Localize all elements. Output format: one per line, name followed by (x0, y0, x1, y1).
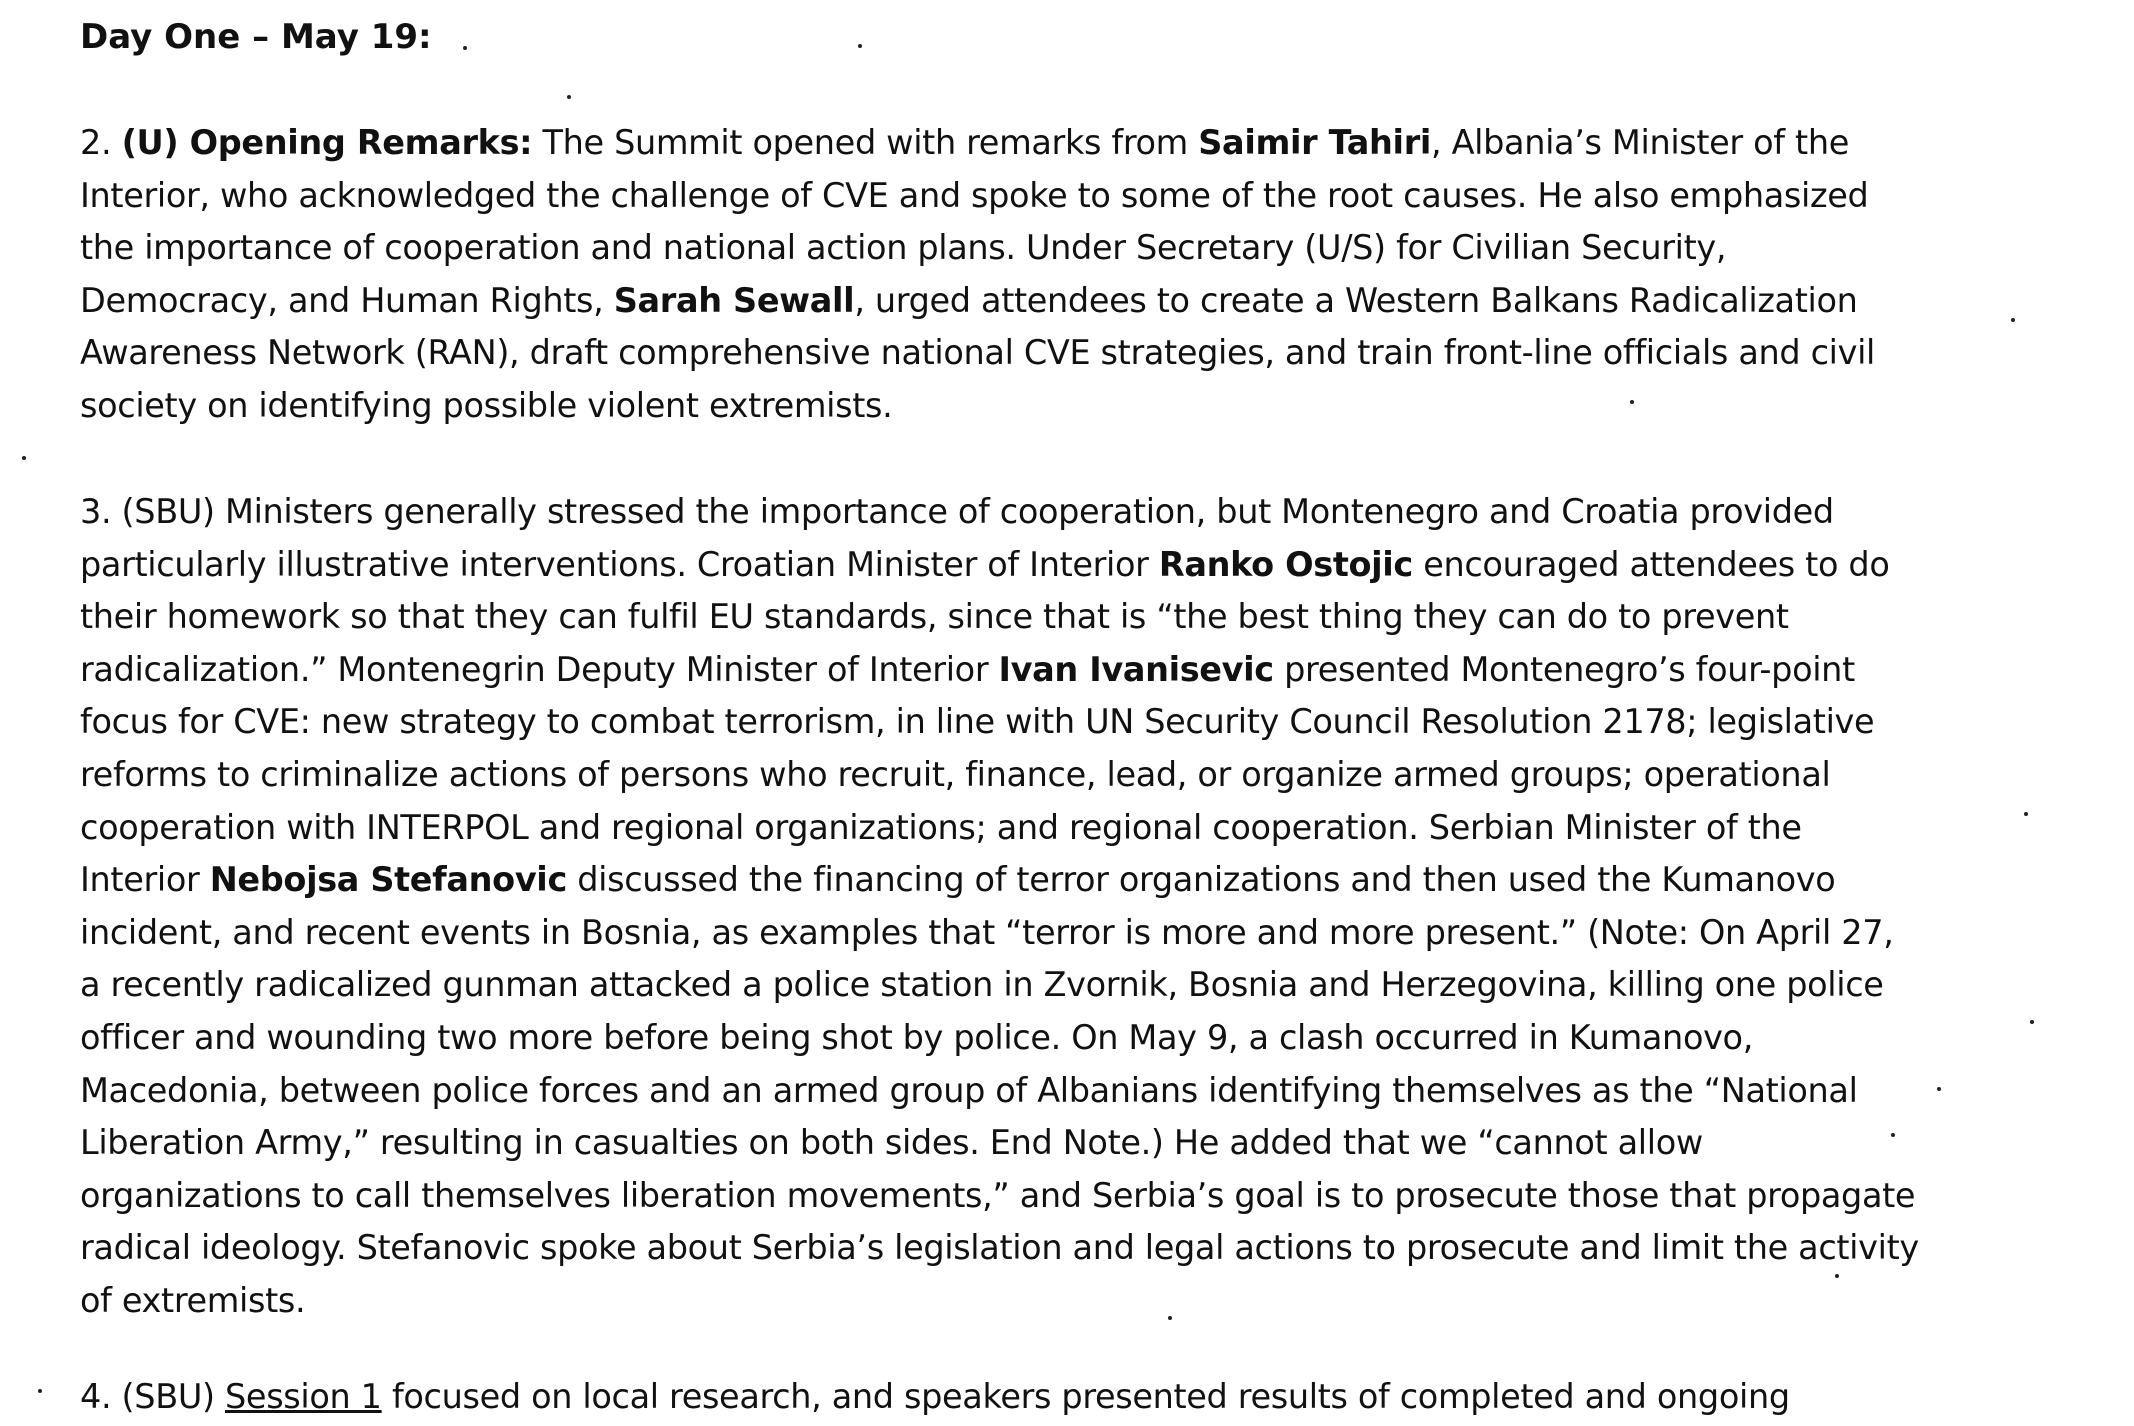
name-nebojsa-stefanovic: Nebojsa Stefanovic (209, 860, 567, 900)
paragraph-2 (80, 117, 2010, 433)
paragraph-3-line-12: Macedonia, between police forces and an armed group of Albanians identifying themselves as the “National (80, 1070, 1858, 1110)
name-ranko-ostojic: Ranko Ostojic (1158, 544, 1413, 584)
paragraph-3-line-15: radical ideology. Stefanovic spoke about Serbia’s legislation and legal actions to prosecute and limit the activity (80, 1228, 1919, 1268)
paragraph-2-line-2: Interior, who acknowledged the challenge of CVE and spoke to some of the root causes. He also emphasized (80, 175, 1869, 215)
scan-speck (22, 456, 26, 460)
opening-remarks-label: (U) Opening Remarks: (121, 123, 533, 162)
paragraph-3-line-8: Interior Nebojsa Stefanovic discussed the financing of terror organizations and then used the Kumanovo (80, 860, 1836, 900)
scan-speck (858, 44, 862, 48)
scan-speck (1835, 1274, 1839, 1278)
paragraph-3-line-7: cooperation with INTERPOL and regional organizations; and regional cooperation. Serbian Minister of the (80, 807, 1802, 847)
paragraph-3-line-3: their homework so that they can fulfil EU standards, since that is “the best thing they can do to prevent (80, 597, 1789, 637)
paragraph-3-line-11: officer and wounding two more before being shot by police. On May 9, a clash occurred in Kumanovo, (80, 1017, 1754, 1057)
paragraph-3-line-2: particularly illustrative interventions. Croatian Minister of Interior Ranko Ostojic encouraged attendees to do (80, 544, 1890, 584)
paragraph-3-line-14: organizations to call themselves liberation movements,” and Serbia’s goal is to prosecute those that propagate (80, 1175, 1916, 1215)
name-ivan-ivanisevic: Ivan Ivanisevic (998, 649, 1274, 689)
paragraph-2-line-6: society on identifying possible violent extremists. (80, 385, 893, 425)
scan-speck (1937, 1087, 1941, 1091)
scan-speck (1891, 1133, 1895, 1137)
scan-speck (567, 95, 571, 99)
paragraph-2-line-3: the importance of cooperation and national action plans. Under Secretary (U/S) for Civilian Security, (80, 228, 1727, 268)
scan-speck (2011, 318, 2015, 322)
paragraph-3-line-16: of extremists. (80, 1280, 306, 1320)
section-heading: Day One – May 19: (80, 17, 432, 57)
paragraph-3-line-10: a recently radicalized gunman attacked a police station in Zvornik, Bosnia and Herzegovina, killing one police (80, 965, 1884, 1005)
paragraph-2-line-5: Awareness Network (RAN), draft comprehensive national CVE strategies, and train front-line officials and civil (80, 333, 1876, 373)
paragraph-3-line-13: Liberation Army,” resulting in casualties on both sides. End Note.) He added that we “cannot allow (80, 1123, 1703, 1163)
paragraph-2-line-4: Democracy, and Human Rights, Sarah Sewall, urged attendees to create a Western Balkans Radicalization (80, 280, 1858, 320)
name-saimir-tahiri: Saimir Tahiri (1198, 123, 1431, 162)
scan-speck (38, 1389, 42, 1393)
scan-speck (2030, 1020, 2034, 1024)
paragraph-4-line-1: 4. (SBU) Session 1 focused on local research, and speakers presented results of completed and ongoing (80, 1377, 1790, 1416)
scan-speck (1630, 400, 1634, 404)
paragraph-3-line-6: reforms to criminalize actions of persons who recruit, finance, lead, or organize armed groups; operational (80, 754, 1831, 794)
paragraph-3-line-5: focus for CVE: new strategy to combat terrorism, in line with UN Security Council Resolution 2178; legislative (80, 702, 1875, 742)
paragraph-3-line-4: radicalization.” Montenegrin Deputy Minister of Interior Ivan Ivanisevic presented Montenegro’s four-point (80, 649, 1855, 689)
scan-speck (2024, 812, 2028, 816)
paragraph-4 (80, 1371, 2010, 1424)
paragraph-3 (80, 486, 2010, 1328)
paragraph-3-line-1: 3. (SBU) Ministers generally stressed the importance of cooperation, but Montenegro and Croatia provided (80, 492, 1834, 531)
scan-speck (463, 46, 467, 50)
document-page (80, 0, 2010, 1426)
name-sarah-sewall: Sarah Sewall (613, 280, 855, 320)
paragraph-3-line-9: incident, and recent events in Bosnia, as examples that “terror is more and more present.” (Note: On April 27, (80, 912, 1894, 952)
paragraph-2-line-1: 2. (U) Opening Remarks: The Summit opened with remarks from Saimir Tahiri, Albania’s Minister of the (80, 123, 1849, 162)
scan-speck (1168, 1316, 1172, 1320)
session-1-underlined: Session 1 (225, 1377, 382, 1416)
